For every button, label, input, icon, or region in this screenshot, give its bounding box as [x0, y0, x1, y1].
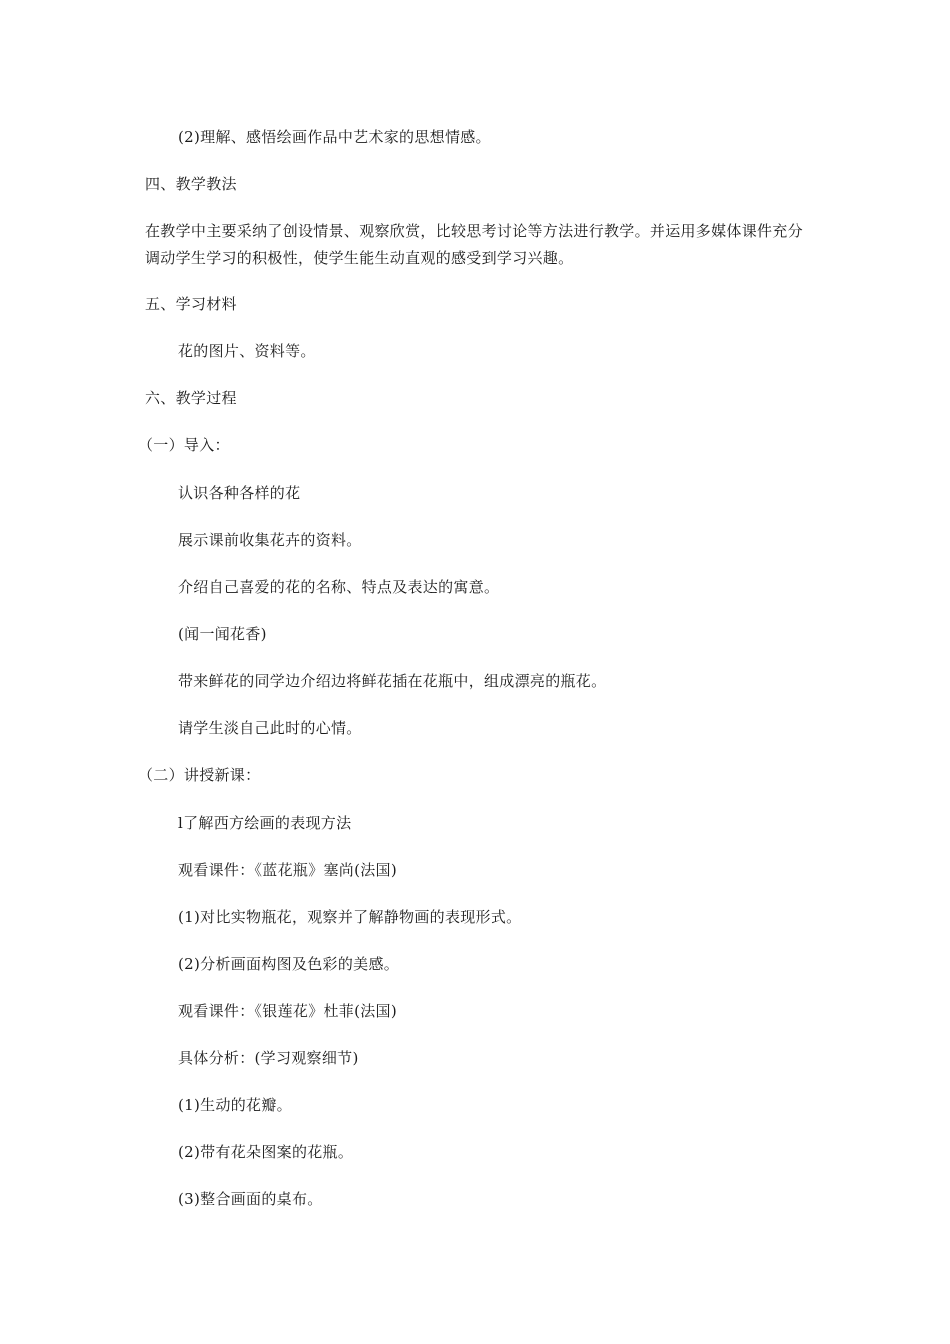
intro-step-4: (闻一闻花香)	[178, 625, 267, 643]
objective-item-2: (2)理解、感悟绘画作品中艺术家的思想情感。	[178, 128, 491, 146]
lesson-item-3: (1)对比实物瓶花，观察并了解静物画的表现形式。	[178, 908, 522, 926]
intro-step-1: 认识各种各样的花	[178, 484, 301, 502]
lesson-item-9: (3)整合画面的桌布。	[178, 1190, 323, 1208]
lesson-item-6: 具体分析：(学习观察细节)	[178, 1049, 359, 1067]
subsection-heading-intro: （一）导入：	[138, 436, 230, 454]
lesson-item-4: (2)分析画面构图及色彩的美感。	[178, 955, 400, 973]
materials-text: 花的图片、资料等。	[178, 342, 316, 360]
intro-step-6: 请学生淡自己此时的心情。	[178, 719, 362, 737]
lesson-item-5: 观看课件：《银莲花》杜菲(法国)	[178, 1002, 398, 1020]
lesson-item-8: (2)带有花朵图案的花瓶。	[178, 1143, 354, 1161]
intro-step-3: 介绍自己喜爱的花的名称、特点及表达的寓意。	[178, 578, 500, 596]
section-heading-teaching-methods: 四、教学教法	[145, 175, 237, 193]
subsection-heading-new-lesson: （二）讲授新课：	[138, 766, 261, 784]
lesson-item-7: (1)生动的花瓣。	[178, 1096, 292, 1114]
section-heading-materials: 五、学习材料	[145, 295, 237, 313]
intro-step-2: 展示课前收集花卉的资料。	[178, 531, 362, 549]
lesson-item-1: l了解西方绘画的表现方法	[178, 814, 352, 832]
intro-step-5: 带来鲜花的同学边介绍边将鲜花插在花瓶中，组成漂亮的瓶花。	[178, 672, 607, 690]
teaching-methods-paragraph: 在教学中主要采纳了创设情景、观察欣赏，比较思考讨论等方法进行教学。并运用多媒体课件充分调动学生学习的积极性，使学生能生动直观的感受到学习兴趣。	[145, 222, 803, 267]
lesson-item-2: 观看课件：《蓝花瓶》塞尚(法国)	[178, 861, 398, 879]
section-heading-process: 六、教学过程	[145, 389, 237, 407]
